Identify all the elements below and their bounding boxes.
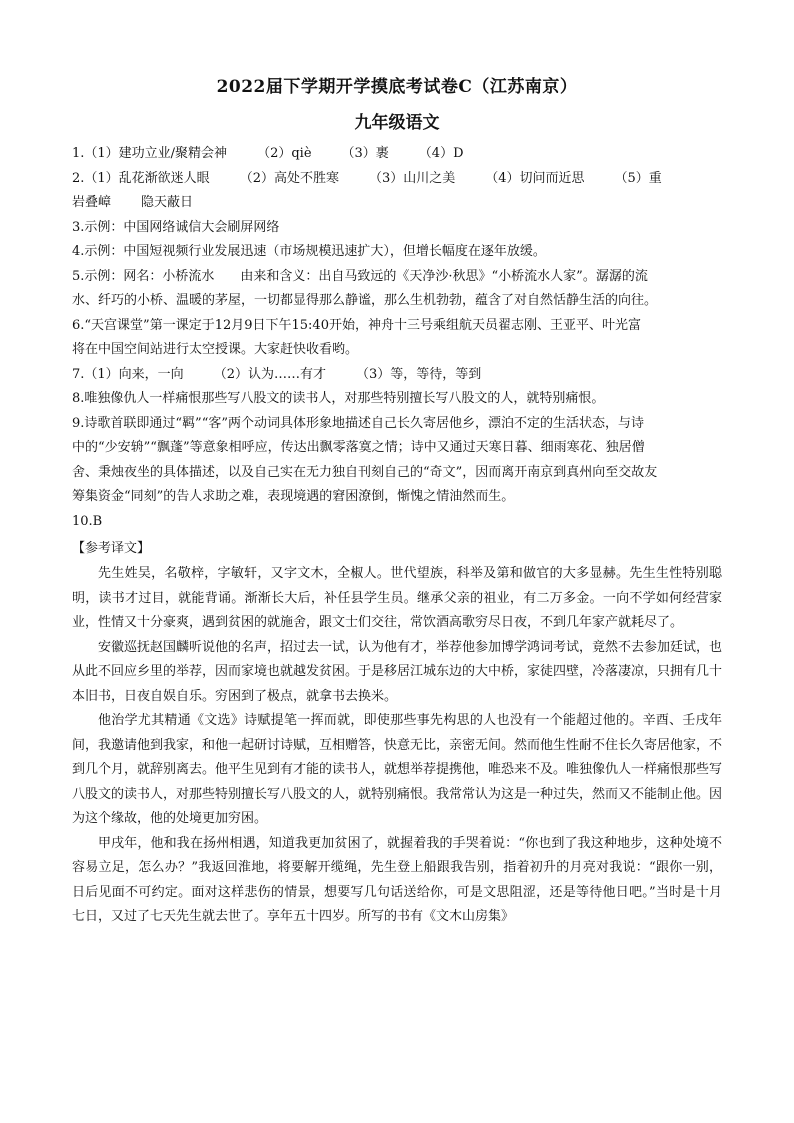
answer-prefix: 1.: [72, 146, 85, 161]
answer-4: 4.示例：中国短视频行业发展迅速（市场规模迅速扩大），但增长幅度在逐年放缓。: [72, 244, 546, 259]
answer-6-line-2: 将在中国空间站进行太空授课。大家赶快收看哟。: [72, 342, 359, 357]
answer-7: [72, 363, 722, 388]
answer-5-line-1: 5.示例：网名：小桥流水 由来和含义：出自马致远的《天净沙·秋思》“小桥流水人家”。潺潺的流: [72, 268, 648, 284]
answer-part: 岩叠嶂: [72, 195, 112, 210]
answer-part: （1）乱花渐欲迷人眼: [84, 170, 210, 186]
answer-9-line-2: 中的“少安辀”“飘蓬”等意象相呼应，传达出飘零落寞之情；诗中又通过天寒日暮、细雨寒花、独居僧: [72, 440, 645, 455]
translation-paragraph: 甲戌年，他和我在扬州相遇，知道我更加贫困了，就握着我的手哭着说：“你也到了我这种地步，这种处境不容易立足，怎么办？”我返回淮地，将要解开缆绳，先生登上船跟我告别，指着初升的月亮对我说：“跟你一别，日后见面不可约定。面对这样悲伤的情景，想要写几句话送给你，可是文思阻涩，还是等待他日吧。”当时是十月七日，又过了七天先生就去世了。享年五十四岁。所写的书有《文木山房集》: [72, 835, 722, 924]
answer-part: 隐天蔽日: [141, 195, 194, 210]
translation-paragraph: 先生姓吴，名敬梓，字敏轩，又字文木，全椒人。世代望族，科举及第和做官的大多显赫。先生生性特别聪明，读书才过目，就能背诵。渐渐长大后，补任县学生员。继承父亲的祖业，有二万多金。一向不学如何经营家业，性情又十分豪爽，遇到贫困的就施舍，跟文士们交往，常饮酒高歌穷尽日夜，不到几年家产就耗尽了。: [72, 566, 722, 630]
answer-part: （4）切问而近思: [485, 170, 585, 186]
answer-part: （3）裹: [341, 146, 389, 161]
answer-6-line-1: 6.“天宫课堂”第一课定于12月9日下午15:40开始，神舟十三号乘组航天员翟志刚、王亚平、叶光富: [72, 317, 641, 333]
answer-part: （1）建功立业/聚精会神: [84, 146, 228, 161]
translation-heading: 【参考译文】: [72, 541, 151, 556]
answer-1: [72, 142, 722, 167]
answer-part: （2）高处不胜寒: [239, 170, 339, 186]
answer-9-line-4: 筹集资金“同刻”的告人求助之难，表现境遇的窘困潦倒，惭愧之情油然而生。: [72, 489, 515, 504]
answer-5-line-2: 水、纤巧的小桥、温暖的茅屋，一切都显得那么静谧，那么生机勃勃，蕴含了对自然恬静生活的向往。: [72, 293, 658, 308]
answer-sheet: [72, 74, 722, 930]
page-title: 2022届下学期开学摸底考试卷C（江苏南京）: [216, 77, 578, 97]
answer-10: 10.B: [72, 513, 103, 529]
translation-paragraph: 他治学尤其精通《文选》诗赋提笔一挥而就，即使那些事先构思的人也没有一个能超过他的。辛酉、壬戌年间，我邀请他到我家，和他一起研讨诗赋，互相赠答，快意无比，亲密无间。然而他生性耐不住长久寄居他家，不到几个月，就辞别离去。他平生见到有才能的读书人，就想举荐提携他，唯恐来不及。唯独像仇人一样痛恨那些写八股文的读书人，对那些特别擅长写八股文的人，就特别痛恨。我常常认为这是一种过失，然而又不能制止他。因为这个缘故，他的处境更加穷困。: [72, 713, 723, 826]
answer-prefix: 7.: [72, 366, 85, 382]
answer-2: [72, 167, 722, 192]
answer-part: （5）重: [614, 170, 662, 186]
answer-3: 3.示例：中国网络诚信大会刷屏网络: [72, 219, 280, 235]
answer-part: （1）向来，一向: [84, 366, 184, 382]
answer-9-line-1: 9.诗歌首联即通过“羁”“客”两个动词具体形象地描述自己长久寄居他乡，漂泊不定的生活状态，与诗: [72, 415, 644, 431]
answer-part: （4）D: [418, 146, 464, 161]
answer-2-continued: [72, 191, 722, 216]
answer-part: （3）等，等待，等到: [355, 366, 482, 382]
answer-prefix: 2.: [72, 170, 85, 186]
answer-8: 8.唯独像仇人一样痛恨那些写八股文的读书人，对那些特别擅长写八股文的人，就特别痛恨。: [72, 391, 605, 406]
answer-9-line-3: 舍、秉烛夜坐的具体描述，以及自己实在无力独自刊刻自己的“奇文”，因而离开南京到真州向至交故友: [72, 464, 658, 480]
answer-part: （2）认为……有才: [213, 366, 326, 382]
page-subtitle: 九年级语文: [354, 113, 440, 133]
translation-paragraph: 安徽巡抚赵国麟听说他的名声，招过去一试，认为他有才，举荐他参加博学鸿词考试，竟然不去参加廷试，也从此不回应乡里的举荐，因而家境也就越发贫困。于是移居江城东边的大中桥，家徒四壁，冷落凄凉，只拥有几十本旧书，日夜自娱自乐。穷困到了极点，就拿书去换米。: [72, 639, 723, 704]
answer-part: （3）山川之美: [368, 170, 456, 186]
answer-part: （2）qiè: [257, 146, 312, 161]
